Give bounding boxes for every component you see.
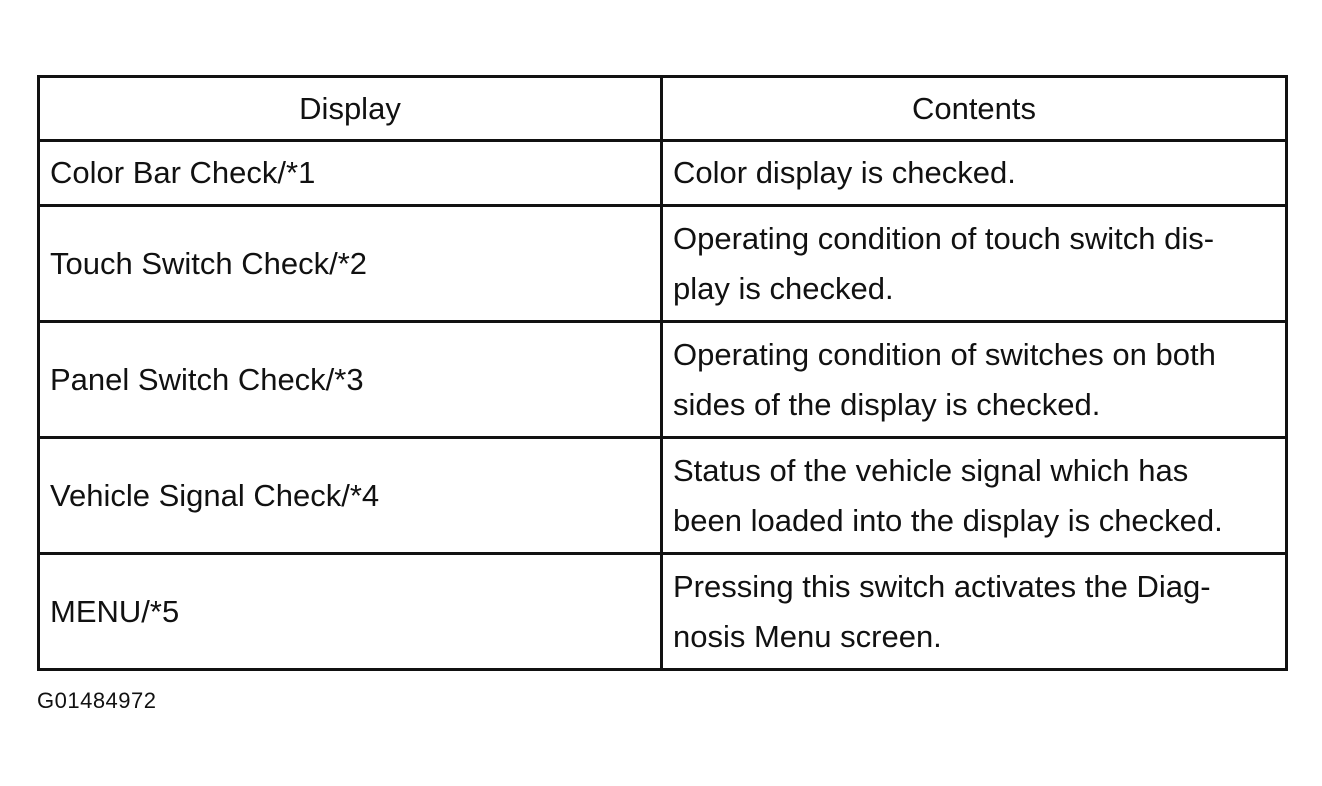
figure-id-caption: G01484972 [37,688,157,713]
row-display-cell: Color Bar Check/*1 [39,141,662,206]
table-row [39,206,1287,322]
row-contents-cell: Pressing this switch activates the Diag- nosis Menu screen. [662,554,1287,670]
table-row [39,322,1287,438]
row-contents-cell: Operating condition of touch switch dis- play is checked. [662,206,1287,322]
row-contents-cell: Color display is checked. [662,141,1287,206]
row-display-cell: Panel Switch Check/*3 [39,322,662,438]
table-row [39,438,1287,554]
header-contents: Contents [662,77,1287,141]
table-row [39,554,1287,670]
header-display: Display [39,77,662,141]
row-contents-cell: Status of the vehicle signal which has been loaded into the display is checked. [662,438,1287,554]
row-display-cell: Vehicle Signal Check/*4 [39,438,662,554]
diagnosis-table-container [37,75,1285,671]
row-display-cell: MENU/*5 [39,554,662,670]
table-row [39,141,1287,206]
diagnosis-table [37,75,1288,671]
row-display-cell: Touch Switch Check/*2 [39,206,662,322]
row-contents-cell: Operating condition of switches on both sides of the display is checked. [662,322,1287,438]
table-header-row [39,77,1287,141]
